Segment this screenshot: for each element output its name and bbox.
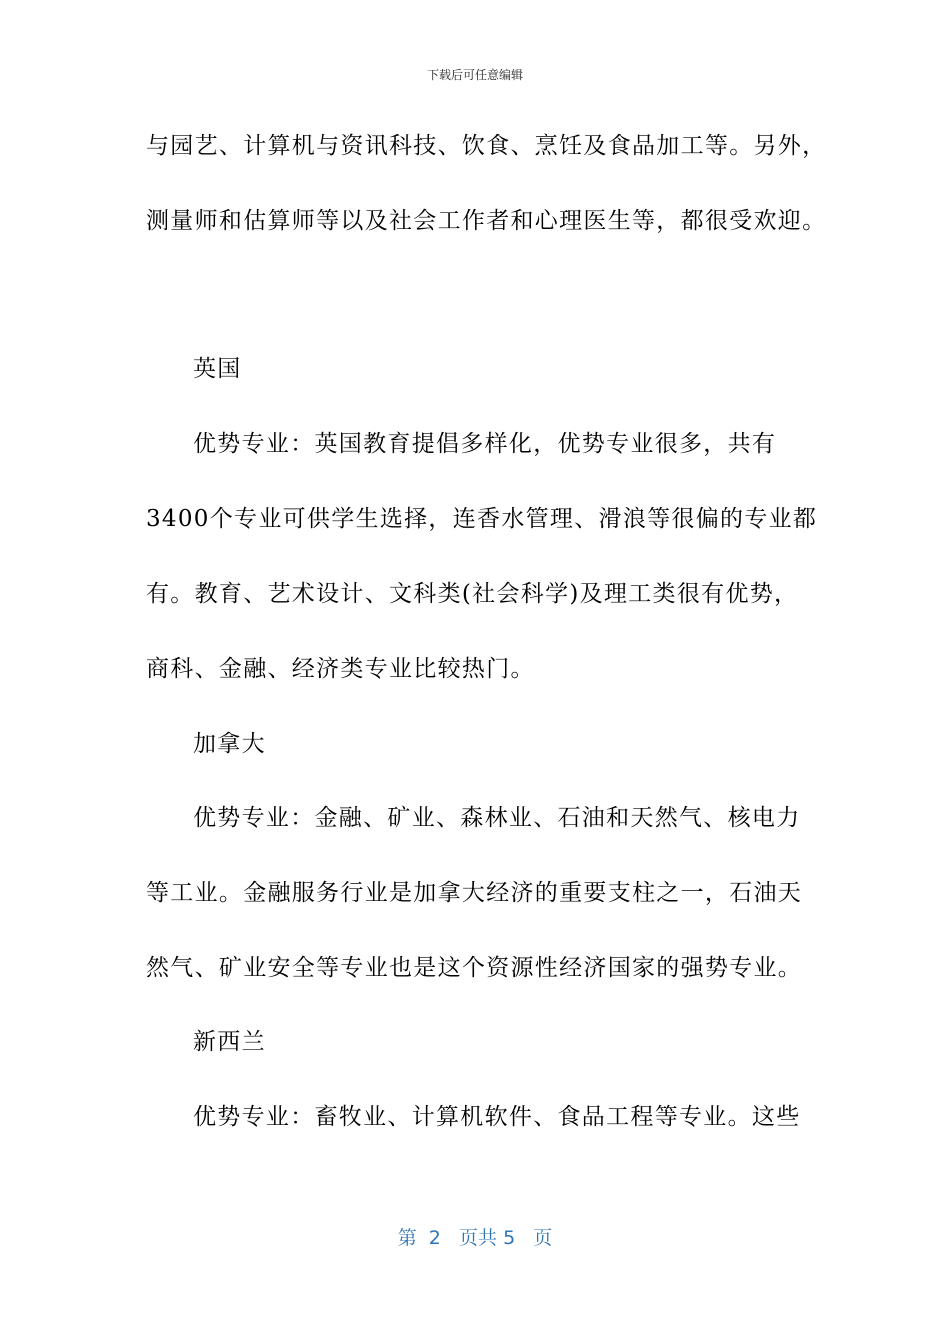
paragraph-line: 商科、金融、经济类专业比较热门。: [146, 656, 535, 682]
paragraph-line: 然气、矿业安全等专业也是这个资源性经济国家的强势专业。: [146, 955, 803, 981]
paragraph-line: 有。教育、艺术设计、文科类(社会科学)及理工类很有优势，: [146, 581, 799, 607]
paragraph-line: 与园艺、计算机与资讯科技、饮食、烹饪及食品加工等。另外，: [146, 133, 827, 159]
paragraph-line: 优势专业：金融、矿业、森林业、石油和天然气、核电力: [193, 805, 801, 831]
paragraph-line: 3400个专业可供学生选择，连香水管理、滑浪等很偏的专业都: [146, 506, 818, 532]
paragraph-line: 等工业。金融服务行业是加拿大经济的重要支柱之一，石油天: [146, 880, 803, 906]
paragraph-line: 测量师和估算师等以及社会工作者和心理医生等，都很受欢迎。: [146, 208, 827, 234]
footer-current-page: 2: [428, 1227, 441, 1249]
section-heading-canada: 加拿大: [193, 731, 266, 757]
footer-middle: 页共: [459, 1227, 498, 1249]
page-number-footer: [0, 1226, 950, 1250]
footer-prefix: 第: [397, 1227, 417, 1249]
section-heading-new-zealand: 新西兰: [193, 1029, 266, 1055]
footer-total-pages: 5: [503, 1227, 516, 1249]
paragraph-line: 优势专业：英国教育提倡多样化，优势专业很多，共有: [193, 431, 777, 457]
paragraph-line: 优势专业：畜牧业、计算机软件、食品工程等专业。这些: [193, 1104, 801, 1130]
header-note: 下载后可任意编辑: [426, 68, 523, 82]
section-heading-uk: 英国: [193, 356, 242, 382]
footer-suffix: 页: [533, 1227, 553, 1249]
